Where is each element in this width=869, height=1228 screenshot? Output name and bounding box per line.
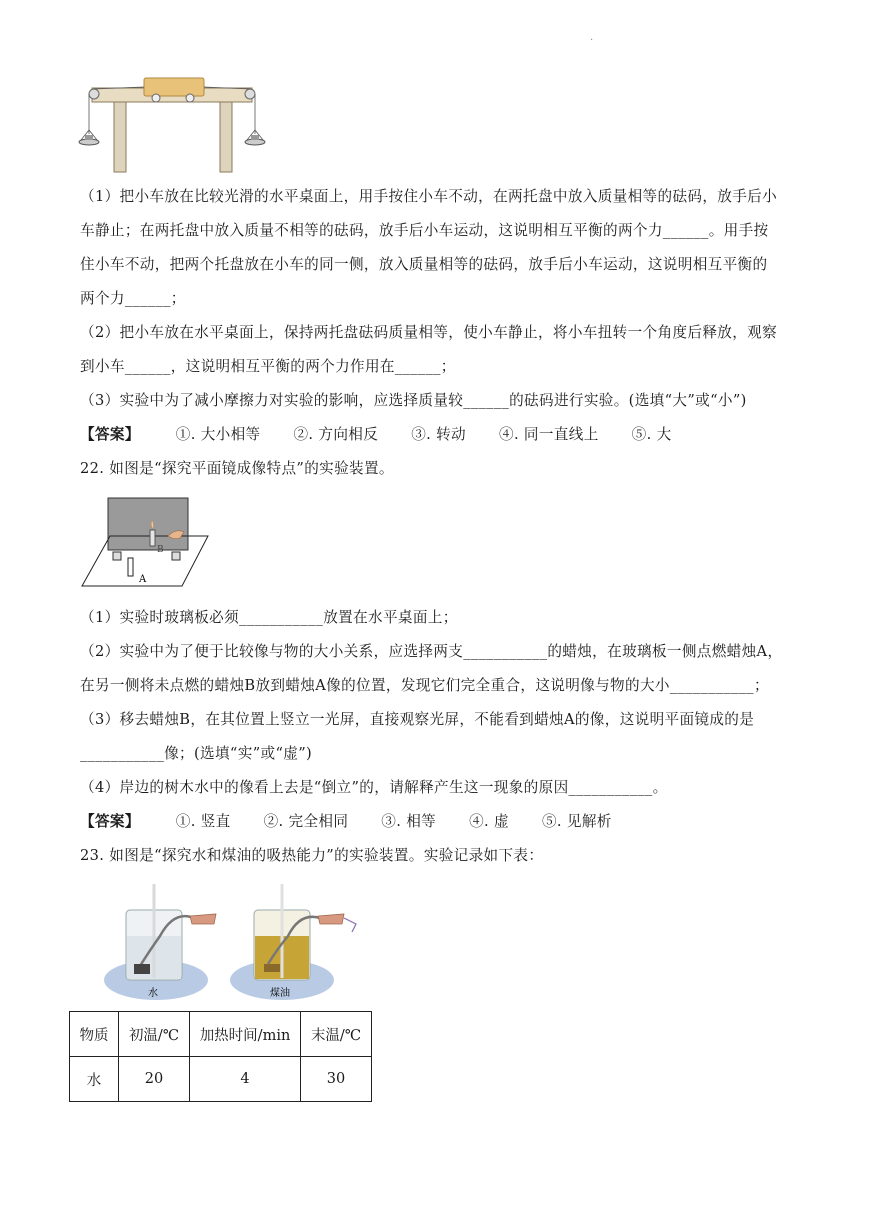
answer-label: 【答案】 — [80, 813, 140, 830]
table-header-row — [70, 1012, 372, 1057]
label-water: 水 — [148, 988, 158, 999]
answer-item: ③. 相等 — [381, 813, 437, 830]
label-b: B — [157, 545, 164, 555]
q22-part2-line1: （2）实验中为了便于比较像与物的大小关系，应选择两支___________的蜡烛，在玻璃板一侧点燃蜡烛A， — [80, 643, 783, 660]
q22-part2-line2: 在另一侧将未点燃的蜡烛B放到蜡烛A像的位置，发现它们完全重合，这说明像与物的大小___________； — [80, 677, 769, 694]
answer-item: ③. 转动 — [411, 426, 466, 443]
table-cell: 20 — [119, 1057, 190, 1102]
q22-part4: （4）岸边的树木水中的像看上去是“倒立”的，请解释产生这一现象的原因___________。 — [80, 779, 668, 796]
experiment-record-table — [69, 1011, 372, 1102]
q21-part1-line2: 车静止；在两托盘中放入质量不相等的砝码，放手后小车运动，这说明相互平衡的两个力______。用手按 — [80, 222, 769, 239]
plane-mirror-figure — [80, 496, 210, 592]
table-row — [70, 1057, 372, 1102]
q22-answer-line — [80, 812, 640, 832]
q23-stem: 23. 如图是“探究水和煤油的吸热能力”的实验装置。实验记录如下表： — [80, 847, 544, 864]
q21-part1-line4: 两个力______； — [80, 290, 186, 307]
q21-part3-line1: （3）实验中为了减小摩擦力对实验的影响，应选择质量较______的砝码进行实验。(选填“大”或“小”) — [80, 392, 747, 409]
header-dot: . — [590, 32, 594, 43]
answer-item: ④. 虚 — [469, 813, 509, 830]
label-a: A — [139, 574, 147, 585]
answer-item: ⑤. 大 — [631, 426, 672, 443]
answer-item: ②. 方向相反 — [293, 426, 379, 443]
q22-part1: （1）实验时玻璃板必须___________放置在水平桌面上； — [80, 609, 458, 626]
q21-answer-line — [80, 425, 700, 445]
label-kerosene: 煤油 — [270, 988, 290, 999]
table-header-cell: 物质 — [70, 1012, 119, 1057]
q22-part3-line2: ___________像；(选填“实”或“虚”) — [80, 745, 313, 762]
answer-item: ①. 大小相等 — [175, 426, 261, 443]
answer-item: ⑤. 见解析 — [541, 813, 612, 830]
cart-balance-figure — [78, 74, 274, 178]
q21-part1-line3: 住小车不动，把两个托盘放在小车的同一侧，放入质量相等的砝码，放手后小车运动，这说明相互平衡的 — [80, 256, 768, 273]
q22-part3-line1: （3）移去蜡烛B，在其位置上竖立一光屏，直接观察光屏，不能看到蜡烛A的像，这说明平面镜成的是 — [80, 711, 755, 728]
q21-part2-line2: 到小车______，这说明相互平衡的两个力作用在______； — [80, 358, 456, 375]
q21-part2-line1: （2）把小车放在水平桌面上，保持两托盘砝码质量相等，使小车静止，将小车扭转一个角度后释放，观察 — [80, 324, 778, 341]
answer-item: ④. 同一直线上 — [499, 426, 599, 443]
table-cell: 4 — [190, 1057, 301, 1102]
table-cell: 30 — [301, 1057, 372, 1102]
q21-part1-line1: （1）把小车放在比较光滑的水平桌面上，用手按住小车不动，在两托盘中放入质量相等的砝码，放手后小 — [80, 188, 778, 205]
table-header-cell: 加热时间/min — [190, 1012, 301, 1057]
table-cell: 水 — [70, 1057, 119, 1102]
answer-label: 【答案】 — [80, 426, 140, 443]
answer-item: ②. 完全相同 — [263, 813, 349, 830]
beakers-figure — [104, 880, 366, 1002]
answer-item: ①. 竖直 — [175, 813, 231, 830]
table-header-cell: 末温/℃ — [301, 1012, 372, 1057]
table-header-cell: 初温/℃ — [119, 1012, 190, 1057]
q22-stem: 22. 如图是“探究平面镜成像特点”的实验装置。 — [80, 460, 394, 477]
